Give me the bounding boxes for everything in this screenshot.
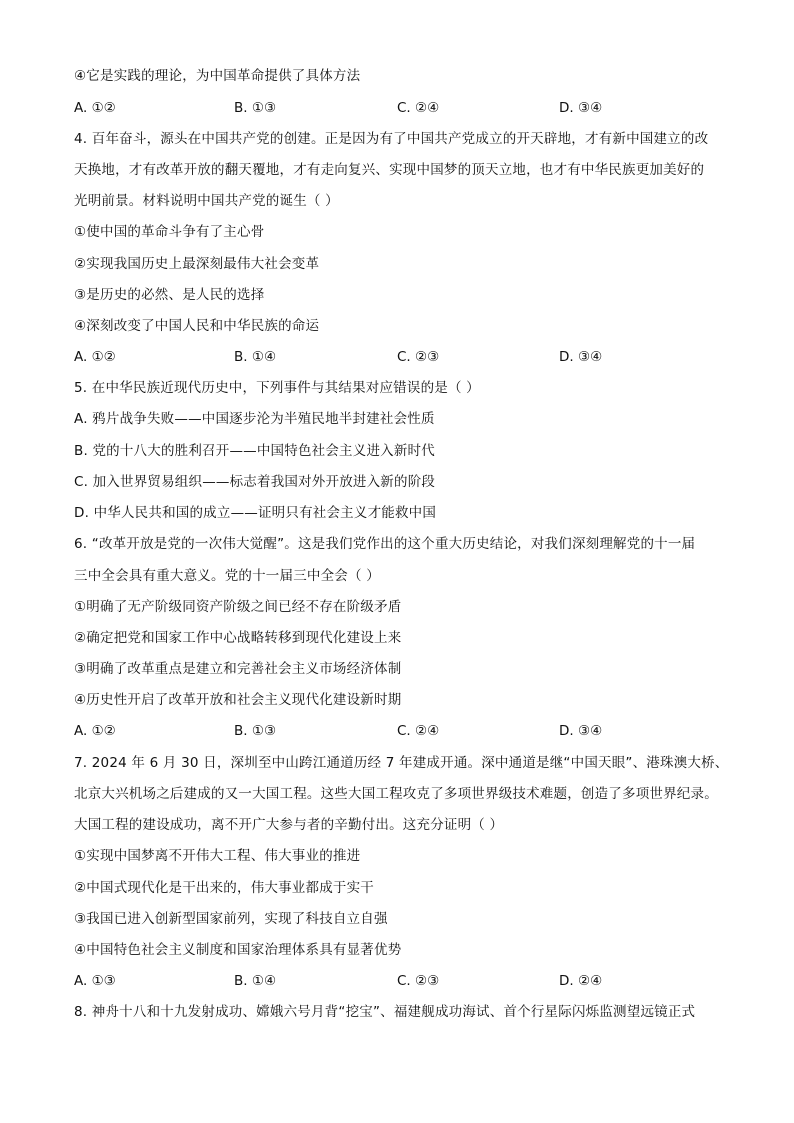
q8-stem: 8. 神舟十八和十九发射成功、嫦娥六号月背“挖宝”、福建舰成功海试、首个行星际闪烁监测望远镜正式 <box>74 1004 696 1020</box>
q7-statement-3: ③我国已进入创新型国家前列，实现了科技自立自强 <box>74 911 388 927</box>
option-d: D. ②④ <box>559 973 603 989</box>
carry-statement-4: ④它是实践的理论，为中国革命提供了具体方法 <box>74 68 361 84</box>
q7-stem-line-2: 北京大兴机场之后建成的又一大国工程。这些大国工程攻克了多项世界级技术难题，创造了多项世界纪录。 <box>74 786 718 802</box>
q7-stem-line-3: 大国工程的建设成功，离不开广大参与者的辛勤付出。这充分证明（ ） <box>74 817 504 833</box>
q7-statement-4: ④中国特色社会主义制度和国家治理体系具有显著优势 <box>74 942 402 958</box>
q4-statement-3: ③是历史的必然、是人民的选择 <box>74 287 265 303</box>
option-b: B. ①③ <box>234 100 277 116</box>
q6-statement-3: ③明确了改革重点是建立和完善社会主义市场经济体制 <box>74 661 402 677</box>
option-a: A. ①③ <box>74 973 116 989</box>
option-c: C. ②④ <box>397 100 440 116</box>
option-a: A. ①② <box>74 100 116 116</box>
q6-statement-4: ④历史性开启了改革开放和社会主义现代化建设新时期 <box>74 692 402 708</box>
q4-stem-line-2: 天换地，才有改革开放的翻天覆地，才有走向复兴、实现中国梦的顶天立地，也才有中华民族更加美好的 <box>74 162 705 178</box>
option-c: C. ②③ <box>397 973 440 989</box>
q6-options <box>74 721 734 741</box>
q5-stem: 5. 在中华民族近现代历史中，下列事件与其结果对应错误的是（ ） <box>74 380 480 396</box>
option-c: C. ②④ <box>397 723 440 739</box>
q5-choice-d: D. 中华人民共和国的成立——证明只有社会主义才能救中国 <box>74 505 437 521</box>
option-d: D. ③④ <box>559 349 603 365</box>
q6-statement-1: ①明确了无产阶级同资产阶级之间已经不存在阶级矛盾 <box>74 599 402 615</box>
q7-statement-2: ②中国式现代化是干出来的，伟大事业都成于实干 <box>74 880 375 896</box>
q4-statement-1: ①使中国的革命斗争有了主心骨 <box>74 224 265 240</box>
carry-options <box>74 98 734 118</box>
option-c: C. ②③ <box>397 349 440 365</box>
q5-choice-c: C. 加入世界贸易组织——标志着我国对外开放进入新的阶段 <box>74 474 436 490</box>
q5-choice-b: B. 党的十八大的胜利召开——中国特色社会主义进入新时代 <box>74 443 435 459</box>
option-a: A. ①② <box>74 723 116 739</box>
q6-statement-2: ②确定把党和国家工作中心战略转移到现代化建设上来 <box>74 630 402 646</box>
option-d: D. ③④ <box>559 100 603 116</box>
q7-options <box>74 971 734 991</box>
option-b: B. ①④ <box>234 349 277 365</box>
option-b: B. ①③ <box>234 723 277 739</box>
q4-stem-line-1: 4. 百年奋斗，源头在中国共产党的创建。正是因为有了中国共产党成立的开天辟地，才有新中国建立的改 <box>74 131 709 147</box>
q4-options <box>74 347 734 367</box>
option-d: D. ③④ <box>559 723 603 739</box>
q6-stem-line-1: 6. “改革开放是党的一次伟大觉醒”。这是我们党作出的这个重大历史结论，对我们深刻理解党的十一届 <box>74 536 696 552</box>
q5-choice-a: A. 鸦片战争失败——中国逐步沦为半殖民地半封建社会性质 <box>74 411 435 427</box>
q4-statement-4: ④深刻改变了中国人民和中华民族的命运 <box>74 318 320 334</box>
q7-statement-1: ①实现中国梦离不开伟大工程、伟大事业的推进 <box>74 848 361 864</box>
q7-stem-line-1: 7. 2024 年 6 月 30 日，深圳至中山跨江通道历经 7 年建成开通。深中通道是继“中国天眼”、港珠澳大桥、 <box>74 755 729 771</box>
q4-stem-line-3: 光明前景。材料说明中国共产党的诞生（ ） <box>74 193 339 209</box>
q6-stem-line-2: 三中全会具有重大意义。党的十一届三中全会（ ） <box>74 568 380 584</box>
option-b: B. ①④ <box>234 973 277 989</box>
option-a: A. ①② <box>74 349 116 365</box>
q4-statement-2: ②实现我国历史上最深刻最伟大社会变革 <box>74 256 320 272</box>
